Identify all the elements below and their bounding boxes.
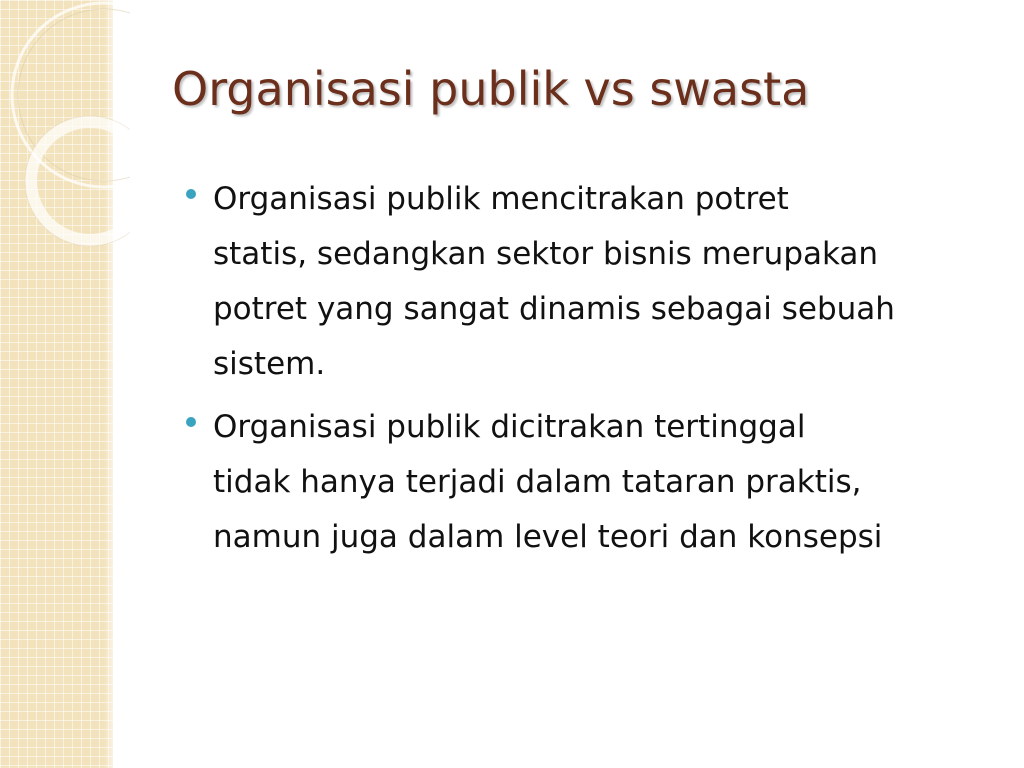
bullet-line: Organisasi publik dicitrakan tertinggal	[213, 409, 806, 445]
bullet-line: potret yang sangat dinamis sebagai sebuah	[213, 291, 895, 327]
bullet-line: Organisasi publik mencitrakan potret	[213, 181, 789, 217]
bullet-line: tidak hanya terjadi dalam tataran praktis,	[213, 464, 862, 500]
slide-title: Organisasi publik vs swasta	[172, 62, 810, 116]
bullet-dot-icon	[186, 189, 196, 199]
bullet-line: namun juga dalam level teori dan konsepsi	[213, 519, 883, 555]
bullet-dot-icon	[186, 417, 196, 427]
bullet-list	[186, 172, 1006, 573]
bullet-item	[186, 400, 1006, 565]
decorative-ring-small	[31, 122, 130, 240]
bullet-item	[186, 172, 1006, 392]
bullet-line: sistem.	[213, 346, 326, 382]
bullet-line: statis, sedangkan sektor bisnis merupakan	[213, 236, 879, 272]
decorative-rings	[0, 0, 130, 260]
decorative-ring-small-outer	[25, 116, 130, 246]
